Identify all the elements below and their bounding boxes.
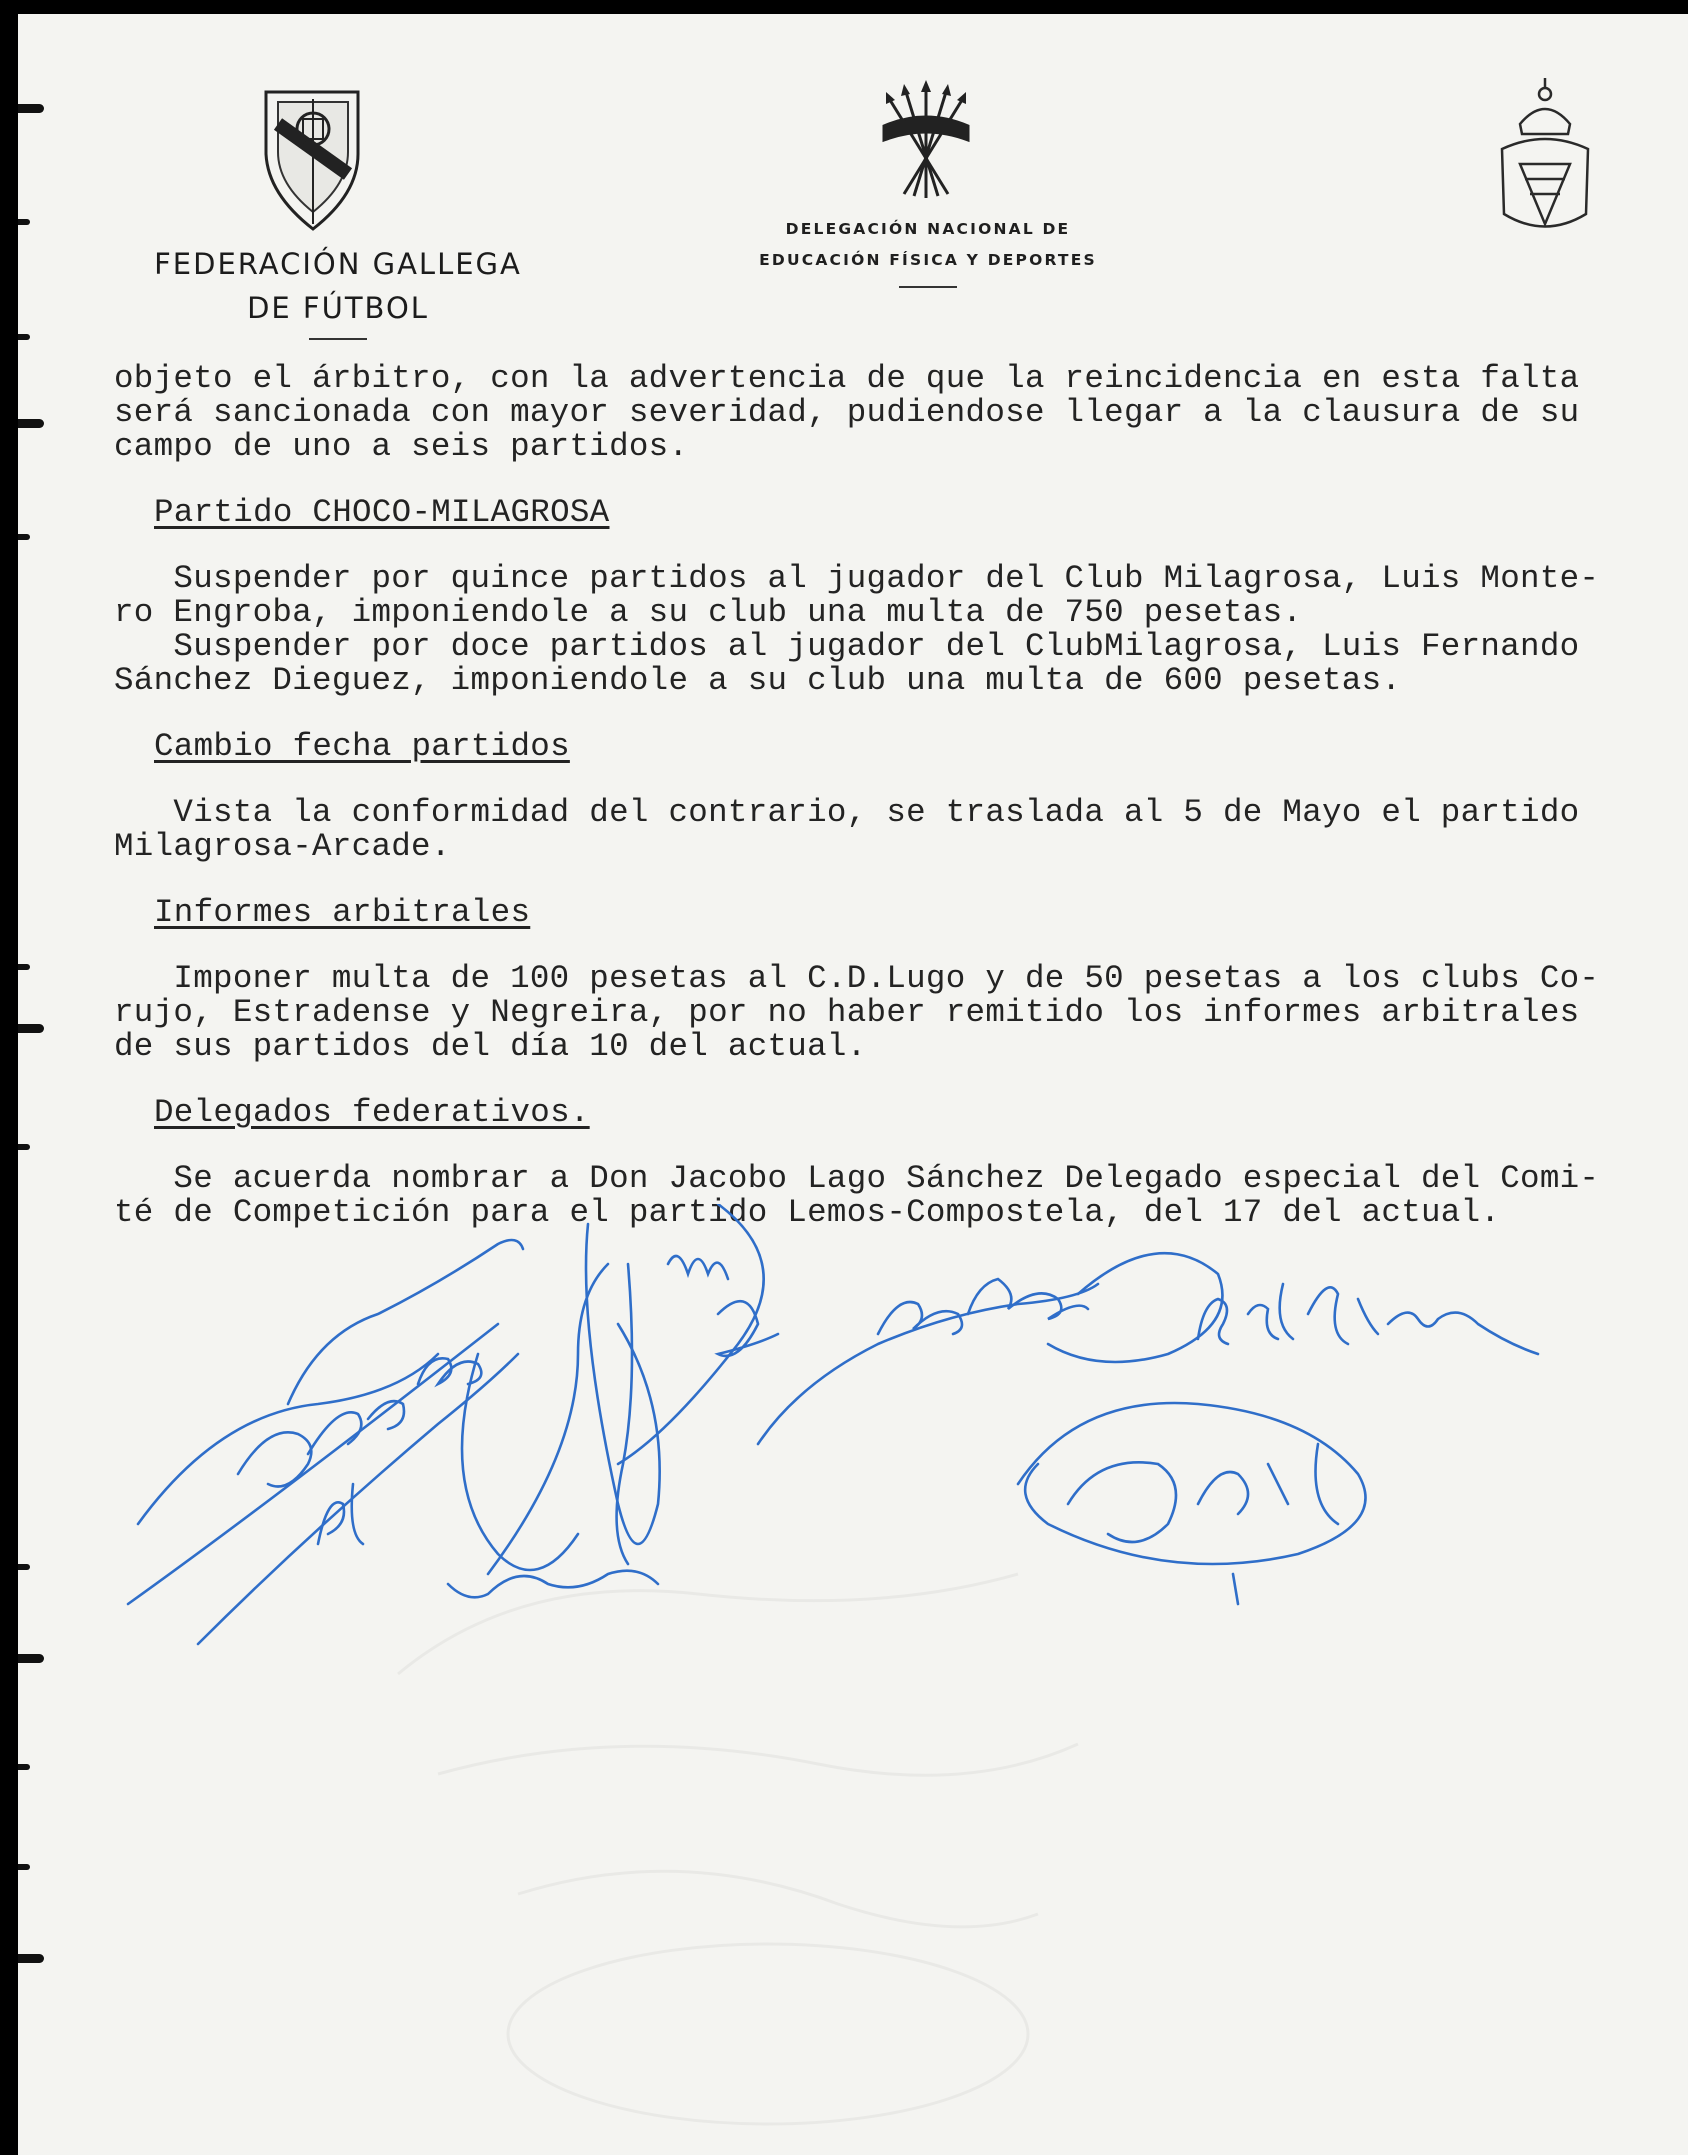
body-line: campo de uno a seis partidos. [114, 428, 689, 465]
punch-hole [18, 1024, 44, 1033]
federation-name [118, 242, 558, 340]
body-line: Imponer multa de 100 pesetas al C.D.Lugo y de 50 pesetas a los clubs Co- [114, 960, 1600, 997]
punch-hole [18, 219, 30, 225]
body-line: Se acuerda nombrar a Don Jacobo Lago Sánchez Delegado especial del Comi- [114, 1160, 1600, 1197]
document-body [114, 362, 1654, 1230]
signature-juan-rivero [758, 1253, 1222, 1444]
punch-hole [18, 1144, 30, 1150]
punch-hole [18, 1864, 30, 1870]
document-page [18, 14, 1688, 2155]
punch-hole [18, 1764, 30, 1770]
body-line: té de Competición para el partido Lemos-Compostela, del 17 del actual. [114, 1194, 1501, 1231]
delegation-name-line2: EDUCACIÓN FÍSICA Y DEPORTES [759, 251, 1097, 269]
body-line: Milagrosa-Arcade. [114, 828, 451, 865]
section-heading: Informes arbitrales [154, 894, 531, 931]
punch-hole [18, 1954, 44, 1963]
body-line: Suspender por doce partidos al jugador del ClubMilagrosa, Luis Fernando [114, 628, 1580, 665]
body-line: objeto el árbitro, con la advertencia de que la reincidencia en esta falta [114, 360, 1580, 397]
section-heading: Delegados federativos. [154, 1094, 590, 1131]
section-heading: Cambio fecha partidos [154, 728, 570, 765]
body-line: Suspender por quince partidos al jugador del Club Milagrosa, Luis Monte- [114, 560, 1600, 597]
body-line: Sánchez Dieguez, imponiendole a su club una multa de 600 pesetas. [114, 662, 1402, 699]
crowned-emblem-icon [1490, 74, 1600, 242]
body-line: ro Engroba, imponiendole a su club una multa de 750 pesetas. [114, 594, 1303, 631]
body-line: rujo, Estradense y Negreira, por no haber remitido los informes arbitrales [114, 994, 1580, 1031]
punch-hole [18, 534, 30, 540]
divider [899, 286, 957, 288]
section-heading: Partido CHOCO-MILAGROSA [154, 494, 610, 531]
federation-name-line1: FEDERACIÓN GALLEGA [154, 247, 522, 281]
divider [309, 338, 367, 340]
delegation-name [718, 214, 1138, 288]
yoke-and-arrows-icon [876, 78, 976, 208]
federation-shield-icon [258, 84, 368, 234]
federation-name-line2: DE FÚTBOL [247, 291, 429, 325]
punch-hole [18, 334, 30, 340]
punch-hole [18, 104, 44, 113]
embossed-seal-impression [318, 1514, 1218, 2154]
body-line: de sus partidos del día 10 del actual. [114, 1028, 867, 1065]
body-line: Vista la conformidad del contrario, se traslada al 5 de Mayo el partido [114, 794, 1580, 831]
delegation-name-line1: DELEGACIÓN NACIONAL DE [785, 220, 1071, 238]
punch-hole [18, 419, 44, 428]
punch-hole [18, 964, 30, 970]
body-line: será sancionada con mayor severidad, pudiendose llegar a la clausura de su [114, 394, 1580, 431]
